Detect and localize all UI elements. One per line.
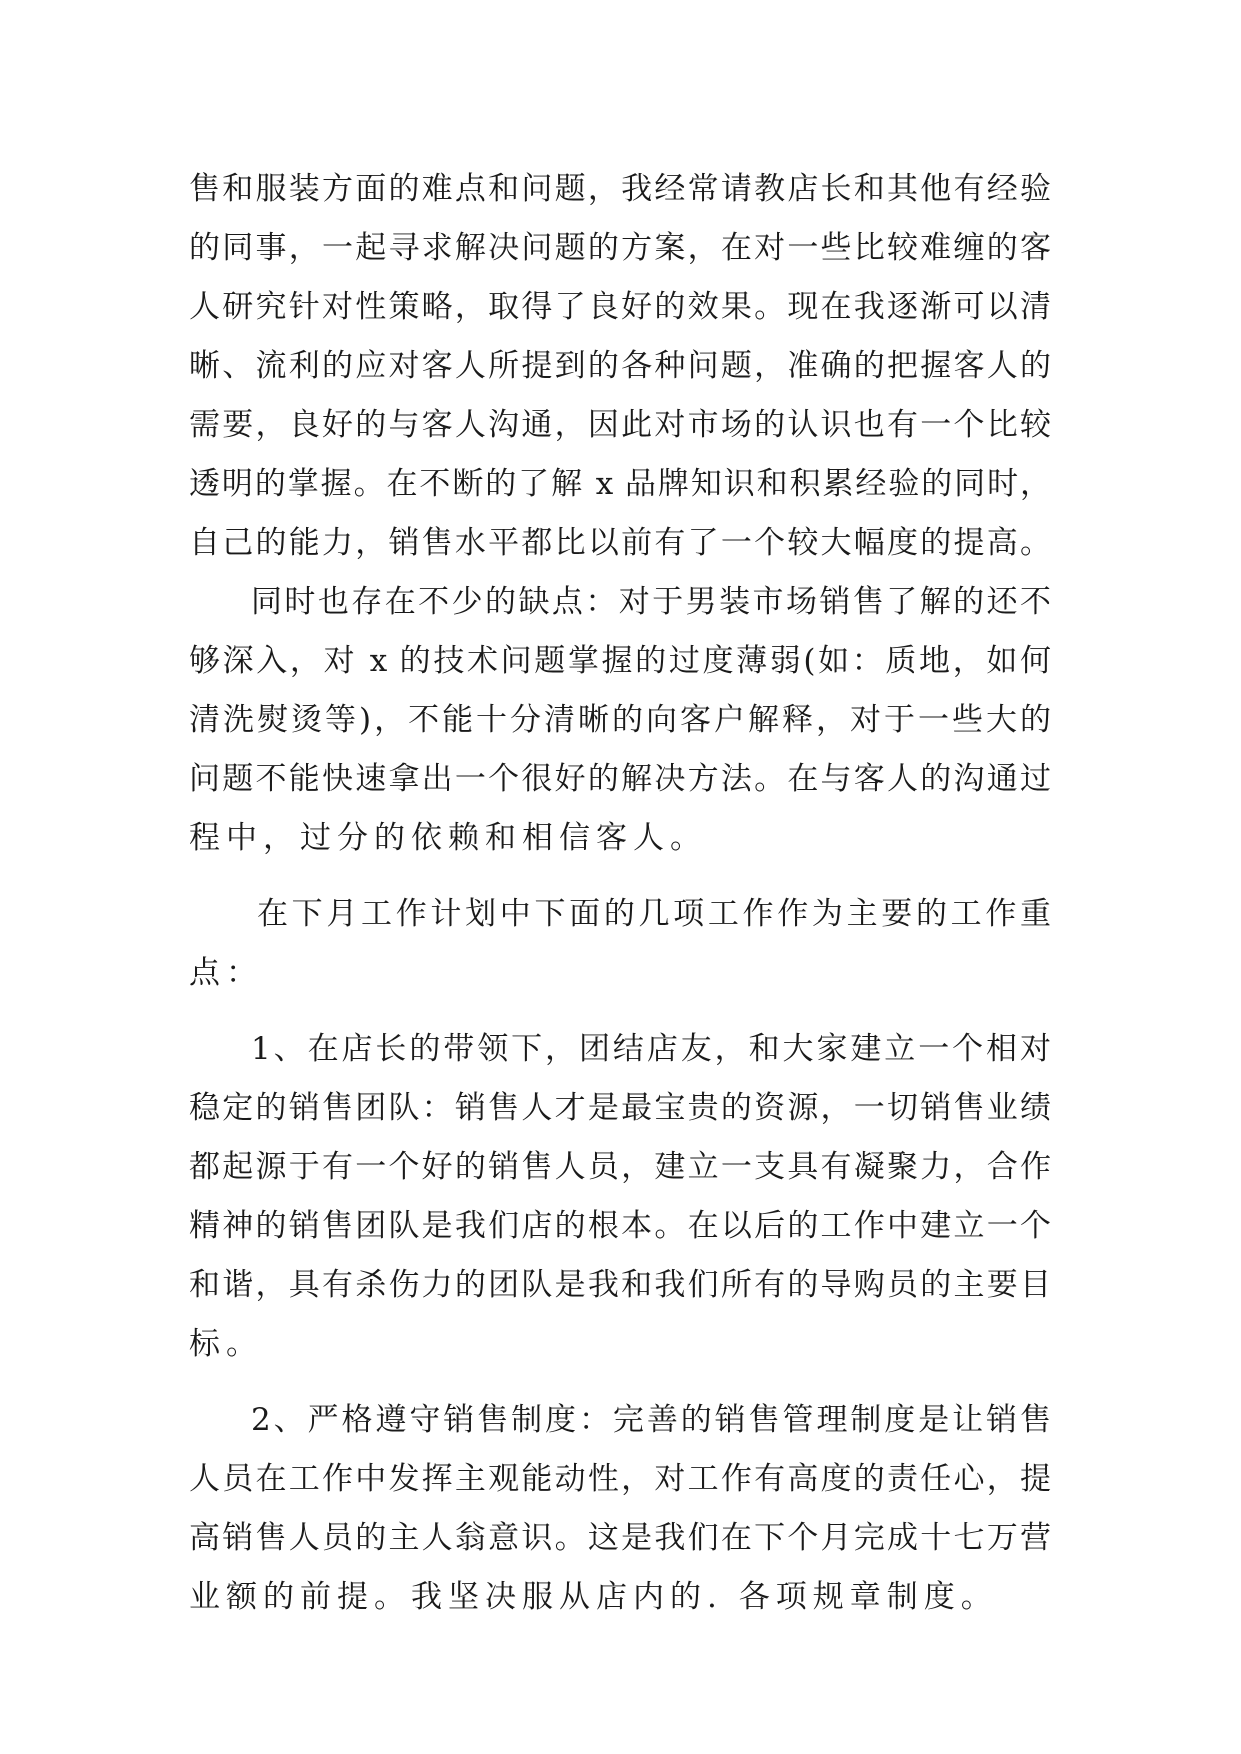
- paragraph-last-line: 点：: [189, 955, 263, 991]
- paragraph-last-line: 程中，过分的依赖和相信客人。: [189, 820, 707, 856]
- text-line: 清洗熨烫等)，不能十分清晰的向客户解释，对于一些大的: [189, 702, 1051, 738]
- text-line: 稳定的销售团队：销售人才是最宝贵的资源，一切销售业绩: [189, 1090, 1051, 1126]
- list-item-2-first-line: 2、严格遵守销售制度：完善的销售管理制度是让销售: [251, 1402, 1051, 1438]
- text-line: 高销售人员的主人翁意识。这是我们在下个月完成十七万营: [189, 1520, 1051, 1556]
- text-line: 都起源于有一个好的销售人员，建立一支具有凝聚力，合作: [189, 1149, 1051, 1185]
- text-line: 人研究针对性策略，取得了良好的效果。现在我逐渐可以清: [189, 289, 1051, 325]
- text-line: 精神的销售团队是我们店的根本。在以后的工作中建立一个: [189, 1208, 1051, 1244]
- text-line: 透明的掌握。在不断的了解 x 品牌知识和积累经验的同时，: [189, 466, 1051, 502]
- paragraph-last-line: 标。: [189, 1326, 263, 1362]
- list-item-1-first-line: 1、在店长的带领下，团结店友，和大家建立一个相对: [251, 1031, 1051, 1067]
- paragraph-first-line: 同时也存在不少的缺点：对于男装市场销售了解的还不: [251, 584, 1051, 620]
- text-line: 需要，良好的与客人沟通，因此对市场的认识也有一个比较: [189, 407, 1051, 443]
- text-line: 人员在工作中发挥主观能动性，对工作有高度的责任心，提: [189, 1461, 1051, 1497]
- text-line: 晰、流利的应对客人所提到的各种问题，准确的把握客人的: [189, 348, 1051, 384]
- document-body: [189, 160, 1051, 1627]
- text-line: 的同事，一起寻求解决问题的方案，在对一些比较难缠的客: [189, 230, 1051, 266]
- text-line: 自己的能力，销售水平都比以前有了一个较大幅度的提高。: [189, 525, 1051, 561]
- text-line: 问题不能快速拿出一个很好的解决方法。在与客人的沟通过: [189, 761, 1051, 797]
- text-line: 够深入，对 x 的技术问题掌握的过度薄弱(如：质地，如何: [189, 643, 1051, 679]
- text-line: 和谐，具有杀伤力的团队是我和我们所有的导购员的主要目: [189, 1267, 1051, 1303]
- paragraph-last-line: 业额的前提。我坚决服从店内的. 各项规章制度。: [189, 1579, 998, 1615]
- paragraph-first-line: 在下月工作计划中下面的几项工作作为主要的工作重: [257, 896, 1051, 932]
- text-line: 售和服装方面的难点和问题，我经常请教店长和其他有经验: [189, 171, 1051, 207]
